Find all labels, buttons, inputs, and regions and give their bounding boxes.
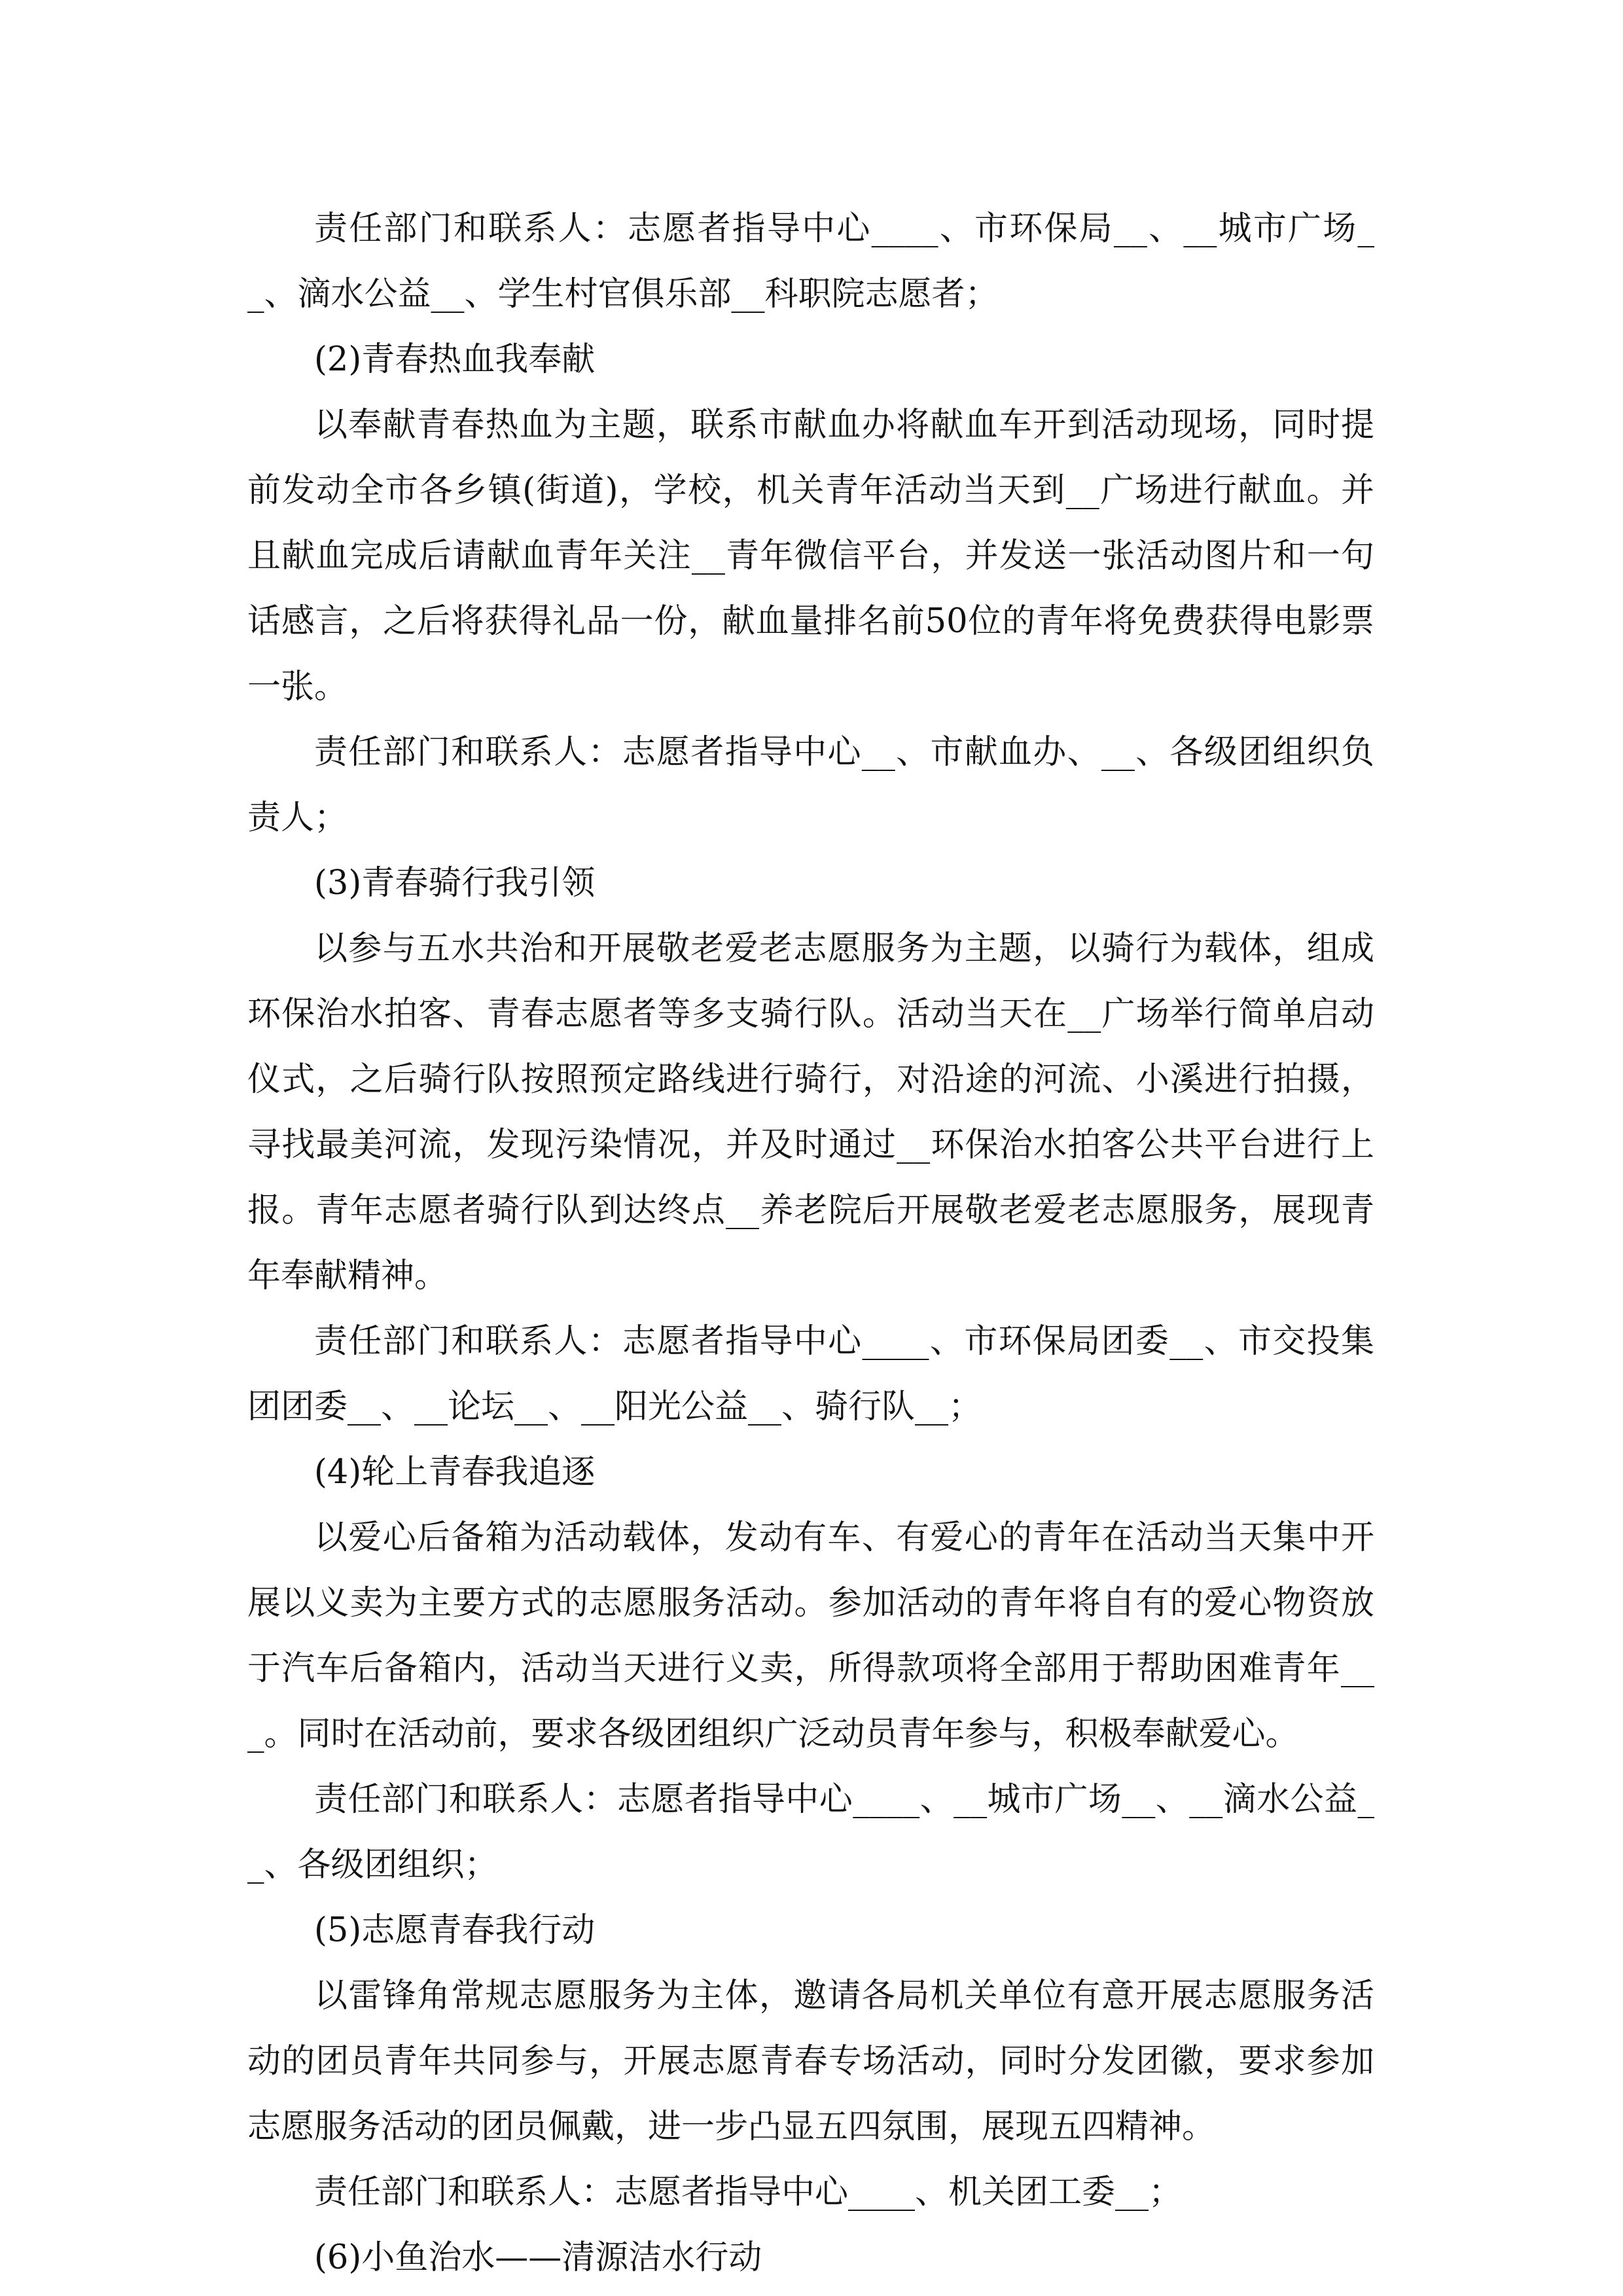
paragraph-responsible-dept-5: 责任部门和联系人：志愿者指导中心____、机关团工委__； bbox=[314, 2173, 1183, 2212]
paragraph-responsible-dept-3: 责任部门和联系人：志愿者指导中心____、市环保局团委__、市交投集团团委__、__论坛__、__阳光公益__、骑行队__； bbox=[247, 1322, 1374, 1426]
paragraph-charity-sale: 以爱心后备箱为活动载体，发动有车、有爱心的青年在活动当天集中开展以义卖为主要方式的志愿服务活动。参加活动的青年将自有的爱心物资放于汽车后备箱内，活动当天进行义卖，所得款项将全部用于帮助困难青年___。同时在活动前，要求各级团组织广泛动员青年参与，积极奉献爱心。 bbox=[247, 1518, 1374, 1753]
section-heading-4: (4)轮上青春我追逐 bbox=[314, 1453, 596, 1492]
section-heading-5: (5)志愿青春我行动 bbox=[314, 1911, 596, 1950]
section-heading-3: (3)青春骑行我引领 bbox=[314, 864, 596, 903]
document-body bbox=[247, 196, 1374, 2291]
paragraph-volunteer-action: 以雷锋角常规志愿服务为主体，邀请各局机关单位有意开展志愿服务活动的团员青年共同参与，开展志愿青春专场活动，同时分发团徽，要求参加志愿服务活动的团员佩戴，进一步凸显五四氛围，展现五四精神。 bbox=[247, 1977, 1374, 2146]
paragraph-blood-donation: 以奉献青春热血为主题，联系市献血办将献血车开到活动现场，同时提前发动全市各乡镇(街道)，学校，机关青年活动当天到__广场进行献血。并且献血完成后请献血青年关注__青年微信平台，并发送一张活动图片和一句话感言，之后将获得礼品一份，献血量排名前50位的青年将免费获得电影票一张。 bbox=[247, 406, 1374, 706]
section-heading-6: (6)小鱼治水——清源洁水行动 bbox=[314, 2238, 762, 2277]
paragraph-responsible-dept-2: 责任部门和联系人：志愿者指导中心__、市献血办、__、各级团组织负责人； bbox=[247, 733, 1374, 837]
paragraph-responsible-dept-1: 责任部门和联系人：志愿者指导中心____、市环保局__、__城市广场__、滴水公益__、学生村官俱乐部__科职院志愿者； bbox=[247, 209, 1374, 314]
section-heading-2: (2)青春热血我奉献 bbox=[314, 340, 596, 379]
paragraph-responsible-dept-4: 责任部门和联系人：志愿者指导中心____、__城市广场__、__滴水公益__、各级团组织； bbox=[247, 1780, 1374, 1884]
paragraph-cycling: 以参与五水共治和开展敬老爱老志愿服务为主题，以骑行为载体，组成环保治水拍客、青春志愿者等多支骑行队。活动当天在__广场举行简单启动仪式，之后骑行队按照预定路线进行骑行，对沿途的河流、小溪进行拍摄，寻找最美河流，发现污染情况，并及时通过__环保治水拍客公共平台进行上报。青年志愿者骑行队到达终点__养老院后开展敬老爱老志愿服务，展现青年奉献精神。 bbox=[247, 929, 1374, 1295]
